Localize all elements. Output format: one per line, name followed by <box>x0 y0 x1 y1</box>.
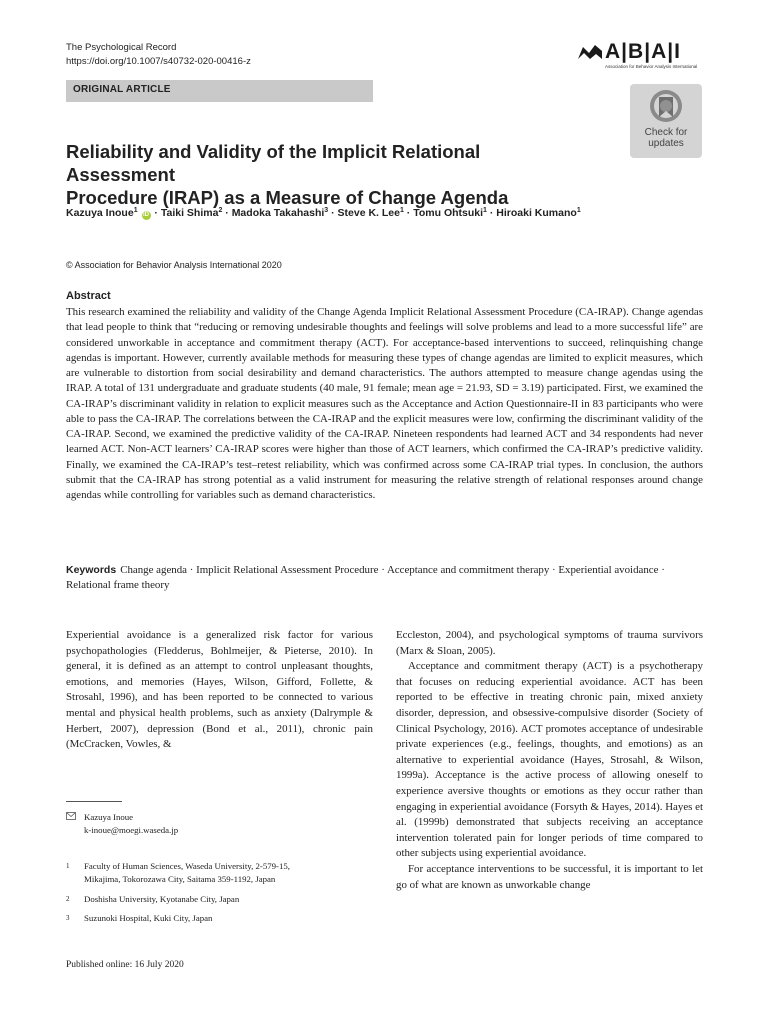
affiliation-line: Suzunoki Hospital, Kuki City, Japan <box>84 913 213 923</box>
author-name[interactable]: Madoka Takahashi <box>231 207 325 219</box>
body-paragraph: Eccleston, 2004), and psychological symptoms of trauma survivors (Marx & Sloan, 2005). <box>396 629 703 657</box>
affiliation-line: Faculty of Human Sciences, Waseda University, 2-579-15, <box>84 861 290 871</box>
abai-logo <box>577 40 702 72</box>
keywords-heading: Keywords <box>66 564 117 576</box>
title-line2: Procedure (IRAP) as a Measure of Change Agenda <box>66 187 509 208</box>
author-affiliation: 2 <box>218 207 223 214</box>
article-type-label: ORIGINAL ARTICLE <box>73 84 171 95</box>
affiliation-line: Mikajima, Tokorozawa City, Saitama 359-1192, Japan <box>84 874 276 884</box>
body-right-column <box>396 628 703 893</box>
envelope-icon <box>66 812 76 820</box>
affiliation-1 <box>66 860 366 886</box>
affiliation-2 <box>66 893 366 906</box>
keywords-text: Change agenda · Implicit Relational Assessment Procedure · Acceptance and commitment therapy · Experiential avoidance · Relational frame theory <box>66 564 665 592</box>
abstract-heading: Abstract <box>66 290 111 302</box>
author-name[interactable]: Kazuya Inoue <box>66 207 134 219</box>
crossmark-line2: updates <box>648 138 684 149</box>
author-name[interactable]: Steve K. Lee <box>337 207 400 219</box>
corresponding-name: Kazuya Inoue <box>84 812 134 822</box>
journal-header <box>66 41 251 69</box>
journal-doi[interactable]: https://doi.org/10.1007/s40732-020-00416-z <box>66 56 251 67</box>
abai-bird-icon <box>577 43 603 61</box>
body-left-column: Experiential avoidance is a generalized risk factor for various psychopathologies (Fledderus, Bohlmeijer, & Pieterse, 2010). In general, it is defined as an attempt to control unpleasant thoughts, emotions, and memories (Hayes, Wilson, Gifford, Follette, & Strosahl, 1996), and has been reported to be connected to various mental and physical health problems, such as anxiety (Dalrymple & Herbert, 2007), depression (Bond et al., 2011), chronic pain (McCracken, Vowles, & <box>66 629 373 751</box>
article-title <box>66 140 586 209</box>
abai-letters: A|B|A|I <box>605 40 681 63</box>
affiliation-number: 1 <box>66 862 70 870</box>
affiliation-line: Doshisha University, Kyotanabe City, Japan <box>84 894 240 904</box>
title-line1: Reliability and Validity of the Implicit Relational Assessment <box>66 141 481 185</box>
keywords <box>66 563 703 594</box>
orcid-icon[interactable]: iD <box>143 212 150 218</box>
published-date: Published online: 16 July 2020 <box>66 960 184 970</box>
crossmark-line1: Check for <box>644 127 688 138</box>
body-paragraph: For acceptance interventions to be successful, it is important to let go of what are known as unworkable change <box>396 862 703 891</box>
author-name[interactable]: Hiroaki Kumano <box>496 207 577 219</box>
body-paragraph: Acceptance and commitment therapy (ACT) is a psychotherapy that focuses on reducing experiential avoidance. ACT has been reported to be effective in treating chronic pain, mixed anxiety disorder, depression, and obsessive-compulsive disorder (Society of Clinical Psychology, 2016). ACT promotes acceptance of undesirable private experiences (e.g., feelings, thoughts, and emotions) as an alternative to experiential avoidance (Hayes, Strosahl, & Wilson, 1999a). Acceptance is the active process of allowing oneself to experience aversive thoughts or emotions as they occur rather than engaging in experiential avoidance (Forsyth & Hayes, 2014). Hayes et al. (1999b) demonstrated that subjects receiving an acceptance intervention tolerated pain for longer periods of time compared to other subjects using experiential avoidance. <box>396 660 703 860</box>
author-affiliation: 3 <box>324 207 329 214</box>
affiliation-number: 3 <box>66 914 70 922</box>
author-name[interactable]: Tomu Ohtsuki <box>413 207 484 219</box>
article-type-banner <box>66 80 373 102</box>
corresponding-author <box>66 811 366 837</box>
affiliation-number: 2 <box>66 895 70 903</box>
author-affiliation: 1 <box>576 207 581 214</box>
author-affiliation: 1 <box>399 207 404 214</box>
affiliation-3 <box>66 912 366 925</box>
footnote-divider <box>66 801 122 802</box>
author-affiliation: 1 <box>483 207 487 214</box>
author-name[interactable]: Taiki Shima <box>160 207 219 219</box>
crossmark-badge[interactable] <box>630 84 702 158</box>
abstract-text: This research examined the reliability and validity of the Change Agenda Implicit Relational Assessment Procedure (CA-IRAP). Change agendas that lead people to think that “reducing or removing undesirable thoughts and feelings will solve problems and lead to a more successful life” are considered unworkable in acceptance and commitment therapy (ACT). For acceptance-based interventions to succeed, relinquishing change agendas is important. However, currently available methods for measuring these types of change agendas are limited to explicit measures, which are vulnerable to distortion from social desirability and demand characteristics. The authors attempted to measure change agendas using the IRAP. A total of 131 undergraduate and graduate students (40 male, 91 female; mean age = 21.93, SD = 3.19) participated. First, we examined the CA-IRAP’s discriminant validity in relation to explicit measures such as the Acceptance and Action Questionnaire-II in 83 participants who were able to pass the CA-IRAP. The correlations between the CA-IRAP and the explicit measures were low, confirming the discriminant validity of the CA-IRAP. Second, we examined the predictive validity of the CA-IRAP. Nineteen respondents had learned ACT and 34 respondents had never learned ACT. Non-ACT learners’ CA-IRAP scores were higher than those of ACT learners, which confirmed the CA-IRAP’s predictive validity. Finally, we examined the CA-IRAP’s test–retest reliability, which was confirmed across some CA-IRAP trial types. In conclusion, the authors submit that the CA-IRAP has strong potential as a valid instrument for measuring the relative strength of relational responses around change agendas while controlling for variables such as demand characteristics. <box>66 306 703 501</box>
crossmark-text <box>630 127 702 149</box>
journal-name: The Psychological Record <box>66 42 177 53</box>
corresponding-email[interactable]: k-inoue@moegi.waseda.jp <box>84 825 179 835</box>
abai-tagline: Association for Behavior Analysis International <box>605 64 698 69</box>
author-list: Kazuya Inoue$^1$ iD · Taiki Shima$^2$ · Madoka Takahashi$^3$ · Steve K. Lee$^1$ · Tomu Ohtsuki$^1$ · Hiroaki Kumano$^1$ <box>66 207 581 219</box>
crossmark-icon <box>649 89 683 123</box>
author-affiliation: 1 <box>133 207 138 214</box>
copyright-notice: © Association for Behavior Analysis International 2020 <box>66 260 282 270</box>
